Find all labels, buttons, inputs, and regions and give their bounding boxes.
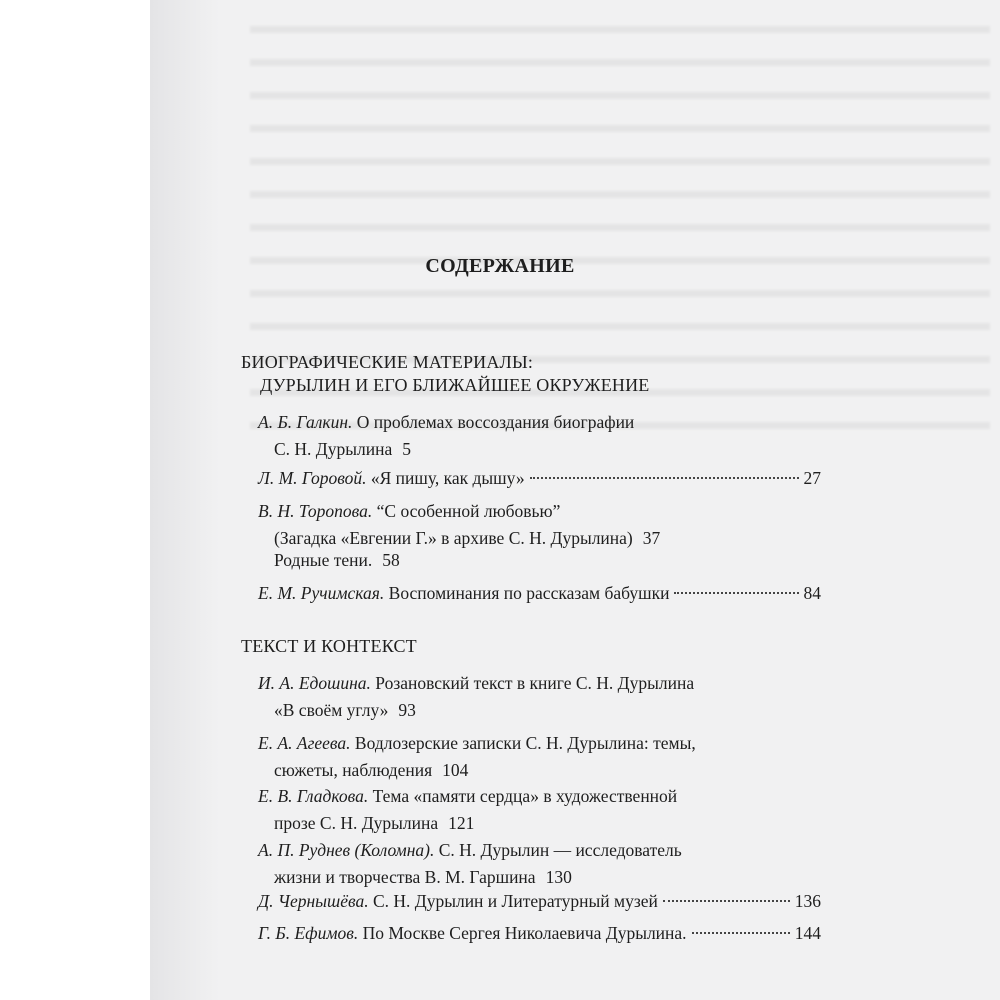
entry-page-number: 27 [803, 468, 821, 488]
entry-title-cont: (Загадка «Евгении Г.» в архиве С. Н. Дурылина) [274, 528, 633, 548]
leader-dots [692, 932, 790, 934]
entry-title: О проблемах воссоздания биографии [356, 412, 635, 432]
entry-title: «Я пишу, как дышу» [370, 468, 525, 488]
entry-author: Е. В. Гладкова. [258, 786, 369, 806]
entry-title-cont: «В своём углу» [274, 700, 389, 720]
entry-page-number: 130 [545, 867, 572, 887]
section-heading-line2: ДУРЫЛИН И ЕГО БЛИЖАЙШЕЕ ОКРУЖЕНИЕ [260, 375, 650, 395]
leader-dots [663, 900, 790, 902]
entry-title-cont: прозе С. Н. Дурылина [274, 813, 439, 833]
entry-author: Л. М. Горовой. [258, 468, 367, 488]
entry-author: В. Н. Торопова. [258, 501, 373, 521]
toc-entry[interactable] [258, 783, 821, 837]
toc-entry[interactable] [258, 888, 821, 915]
entry-title: Родные тени. [274, 550, 373, 570]
entry-page-number: 5 [402, 439, 411, 459]
entry-title: Тема «памяти сердца» в художественной [372, 786, 678, 806]
entry-page-number: 37 [642, 528, 661, 548]
entry-title: “С особенной любовью” [376, 501, 561, 521]
section-heading-line1: ТЕКСТ И КОНТЕКСТ [241, 636, 417, 656]
entry-title-cont: жизни и творчества В. М. Гаршина [274, 867, 536, 887]
section-heading-line1: БИОГРАФИЧЕСКИЕ МАТЕРИАЛЫ: [241, 352, 534, 372]
entry-title: Розановский текст в книге С. Н. Дурылина [375, 673, 695, 693]
entry-author: Е. А. Агеева. [258, 733, 351, 753]
toc-entry[interactable] [258, 580, 821, 607]
entry-page-number: 144 [794, 923, 821, 943]
toc-entry[interactable] [258, 409, 821, 463]
entry-page-number: 93 [398, 700, 416, 720]
toc-entry[interactable] [258, 837, 821, 891]
toc-entry[interactable] [258, 498, 821, 552]
toc-entry[interactable] [258, 920, 821, 947]
entry-page-number: 84 [803, 583, 821, 603]
toc-entry[interactable] [258, 547, 821, 574]
entry-author: Е. М. Ручимская. [258, 583, 385, 603]
section-heading-text-context [241, 636, 417, 657]
entry-page-number: 121 [448, 813, 475, 833]
toc-entry[interactable] [258, 670, 821, 724]
entry-author: Г. Б. Ефимов. [258, 923, 359, 943]
toc-entry[interactable] [258, 730, 821, 784]
entry-title-cont: сюжеты, наблюдения [274, 760, 433, 780]
entry-author: И. А. Едошина. [258, 673, 371, 693]
page-title: СОДЕРЖАНИЕ [425, 255, 575, 277]
entry-page-number: 104 [442, 760, 469, 780]
entry-page-number: 136 [794, 891, 821, 911]
leader-dots [674, 592, 798, 594]
entry-author: А. П. Руднев (Коломна). [258, 840, 435, 860]
toc-entry[interactable] [258, 465, 821, 492]
entry-title: С. Н. Дурылин — исследователь [438, 840, 682, 860]
entry-title: Воспоминания по рассказам бабушки [388, 583, 670, 603]
entry-title: По Москве Сергея Николаевича Дурылина. [362, 923, 687, 943]
entry-title: С. Н. Дурылин и Литературный музей [372, 891, 658, 911]
entry-title-cont: С. Н. Дурылина [274, 439, 393, 459]
entry-page-number: 58 [382, 550, 400, 570]
entry-title: Водлозерские записки С. Н. Дурылина: темы, [354, 733, 696, 753]
entry-author: А. Б. Галкин. [258, 412, 353, 432]
section-heading-biography [241, 352, 650, 396]
entry-author: Д. Чернышёва. [258, 891, 369, 911]
leader-dots [530, 477, 799, 479]
